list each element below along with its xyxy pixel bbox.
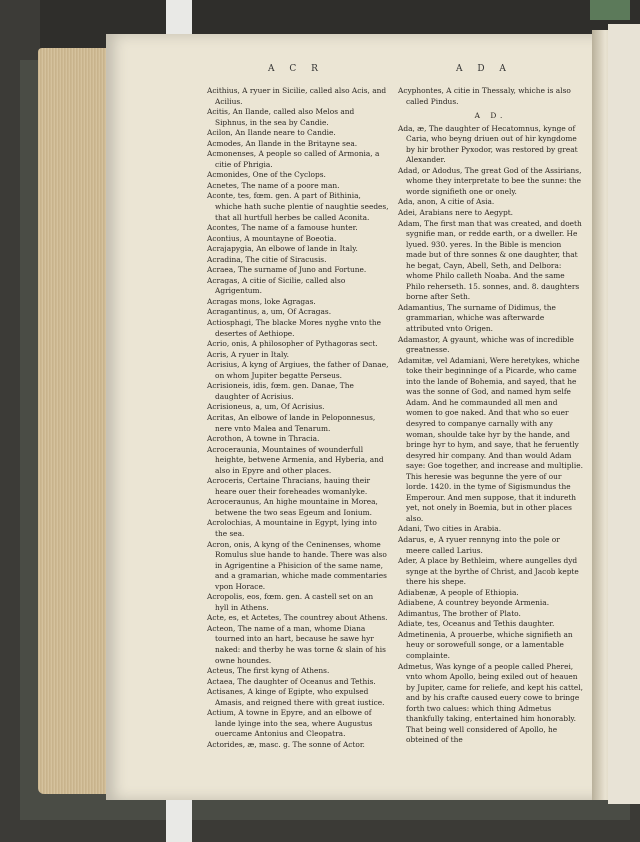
right-column [398,86,583,746]
left-column [207,86,389,750]
dictionary-entry: Acrothon, A towne in Thracia. [207,434,320,444]
dictionary-entry: Acrajapygia, An elbowe of lande in Italy. [207,244,358,254]
dictionary-entry: Ader, A place by Bethleim, where aungelles dyd synge at the byrthe of Christ, and Jacob kepte there his shepe. [398,556,579,587]
dictionary-entry: Adam, The first man that was created, and doeth sygnifie man, or redde earth, or a dweller. He lyued. 930. yeres. In the Bible is mencion made but of thre sonnes & one daughter, that he begat, Cayn, Abell, Seth, and Delbora: whome Philo calleth Noaba. And the same Philo reherseth. 15. sonnes, and. 8. daughters borne after Seth. [398,218,582,302]
dictionary-entry: Acitis, An Ilande, called also Melos and Siphnus, in the sea by Candie. [207,107,355,127]
dictionary-entry: Acragas, A citie of Sicilie, called also Agrigentum. [207,275,346,296]
dictionary-entry: Adad, or Adodus, The great God of the Assirians, whome they interpretate to bee the sunne: the worde signifieth one or onely. [398,165,582,196]
dictionary-entry: Adani, Two cities in Arabia. [398,524,502,534]
dictionary-entry: Adimantus, The brother of Plato. [398,608,521,618]
dictionary-entry: Acroceraunus, An highe mountaine in Morea, betwene the two seas Egeum and Ionium. [207,497,378,517]
dictionary-entry: Acrio, onis, A philosopher of Pythagoras sect. [207,339,378,349]
dictionary-entry: Acragantinus, a, um, Of Acragas. [207,307,332,317]
dictionary-entry: Acrisioneus, a, um, Of Acrisius. [207,402,325,412]
dictionary-entry: Aconte, tes, fœm. gen. A part of Bithinia, whiche hath suche plentie of naughtie seedes, that all hurtfull herbes be called Aconita. [207,191,389,222]
dictionary-entry: Adamantius, The surname of Didimus, the grammarian, whiche was afterwarde attributed vnto Origen. [398,302,556,334]
dictionary-entry: Adiabenæ, A people of Ethiopia. [398,587,519,597]
dictionary-entry: Actiosphagi, The blacke Mores nyghe vnto the desertes of Aethiope. [207,318,382,338]
dictionary-entry: Actium, A towne in Epyre, and an elbowe of lande lyinge into the sea, where Augustus ouercame Antonius and Cleopatra. [207,708,373,739]
dictionary-entry: Acontius, A mountayne of Boeotia. [207,233,337,243]
dictionary-entry: Actisanes, A kinge of Egipte, who expulsed Amasis, and reigned there with great iustice. [207,687,385,707]
dictionary-entry: Acradina, The citie of Siracusis. [207,254,327,264]
dictionary-entry: Acmonenses, A people so called of Armonia, a citie of Phrigia. [207,149,380,169]
book-cover-corner [590,0,630,20]
dictionary-entry: Actorides, æ, masc. g. The sonne of Actor. [207,739,365,749]
dictionary-entry: Adarus, e, A ryuer rennyng into the pole or meere called Larius. [398,534,560,555]
scale-ruler-bottom [166,800,192,842]
dictionary-entry: Acrolochias, A mountaine in Egypt, lying into the sea. [207,518,377,538]
running-head-left: A C R [268,64,324,74]
dictionary-entry: Acrisioneis, idis, fœm. gen. Danae, The daughter of Acrisius. [207,381,354,401]
dictionary-entry: Acris, A ryuer in Italy. [207,349,289,359]
dictionary-entry: Acron, onis, A kyng of the Ceninenses, whome Romulus slue hande to hande. There was also in Agrigentine a Phisicion of the same name, and a gramarian, whiche made commentaries vpon Horace. [207,539,387,591]
dictionary-entry: Acithius, A ryuer in Sicilie, called also Acis, and Acilius. [207,86,387,106]
facing-page [608,24,640,804]
dictionary-entry: Admetus, Was kynge of a people called Pherei, vnto whom Apollo, being exiled out of heauen by Jupiter, came for reliefe, and kept his cattel, and by his crafte caused euery cowe to bringe forth two calues: which thing Admetus thankfully taking, entertained him honorably. That being well considered of Apollo, he obteined of the [398,661,583,745]
dictionary-entry: Acragas mons, loke Agragas. [207,296,316,306]
page-edges [38,48,110,794]
running-head-right: A D A [456,64,512,74]
dictionary-entry: Acte, es, et Actetes, The countrey about Athens. [207,613,388,623]
dictionary-entry: Actaea, The daughter of Oceanus and Tethis. [207,676,376,686]
dictionary-entry: Acraea, The surname of Juno and Fortune. [207,265,367,275]
dictionary-entry: Acyphontes, A citie in Thessaly, whiche is also called Pindus. [398,86,571,106]
dictionary-entry: Acilon, An Ilande neare to Candie. [207,128,336,138]
dictionary-entry: Acmodes, An Ilande in the Britayne sea. [207,138,358,148]
dictionary-entry: Ada, æ, The daughter of Hecatomnus, kynge of Caria, who beyng driuen out of hir kyngdome by hir brother Pyxodor, was restored by great Alexander. [398,123,578,165]
dictionary-entry: Acritas, An elbowe of lande in Peloponnesus, nere vnto Malea and Tenarum. [207,412,376,433]
dictionary-entry: Admetinenia, A prouerbe, whiche signifieth an heuy or sorowefull songe, or a lamentable complainte. [398,629,573,660]
dictionary-entry: Acropolis, eos, fœm. gen. A castell set on an hyll in Athens. [207,592,374,612]
dictionary-entry: Acteus, The first kyng of Athens. [207,666,330,676]
dictionary-entry: Adamastor, A gyaunt, whiche was of incredible greatnesse. [398,334,574,355]
dictionary-entry: Acteon, The name of a man, whome Diana tourned into an hart, because he sawe hyr naked: and therby he was torne & slain of his owne houndes. [207,623,386,665]
dictionary-entry: Adei, Arabians nere to Aegypt. [398,208,514,218]
dictionary-entry: Adiate, tes, Oceanus and Tethis daughter. [398,619,555,629]
dictionary-entry: Acroceris, Certaine Thracians, hauing their heare ouer their foreheades womanlyke. [207,476,371,496]
dictionary-entry: Acmonides, One of the Cyclops. [207,170,326,180]
dictionary-entry: Acontes, The name of a famouse hunter. [207,223,358,233]
dictionary-entry: Ada, anon, A citie of Asia. [398,197,495,207]
section-heading: A D. [474,111,507,121]
dictionary-entry: Adiabene, A countrey beyonde Armenia. [398,598,550,608]
dictionary-entry: Acrisius, A kyng of Argiues, the father of Danae, on whom Jupiter begatte Perseus. [207,360,389,380]
dictionary-entry: Adamitæ, vel Adamiani, Were heretykes, whiche toke their beginninge of a Picarde, who came into the lande of Bohemia, and sayed, that he was the sonne of God, and named hym selfe Adam. And he commaunded all men and women to goe naked. And that who so euer desyred to companye carnally with any woman, shoulde take hyr by the hande, and bringe hyr to hym, and saye, that he feruently desyred hir company. And than would Adam saye: Goe together, and increase and multiplie. This heresie was begunne the yere of our lorde. 1420. in the tyme of Sigismundus the Emperour. And men suppose, that it indureth yet, not onely in Boemia, but in other places also. [398,355,583,523]
dictionary-entry: Acnetes, The name of a poore man. [207,180,340,190]
dictionary-entry: Acroceraunia, Mountaines of wounderfull heighte, betwene Armenia, and Hyberia, and also in Epyre and other places. [207,444,384,475]
